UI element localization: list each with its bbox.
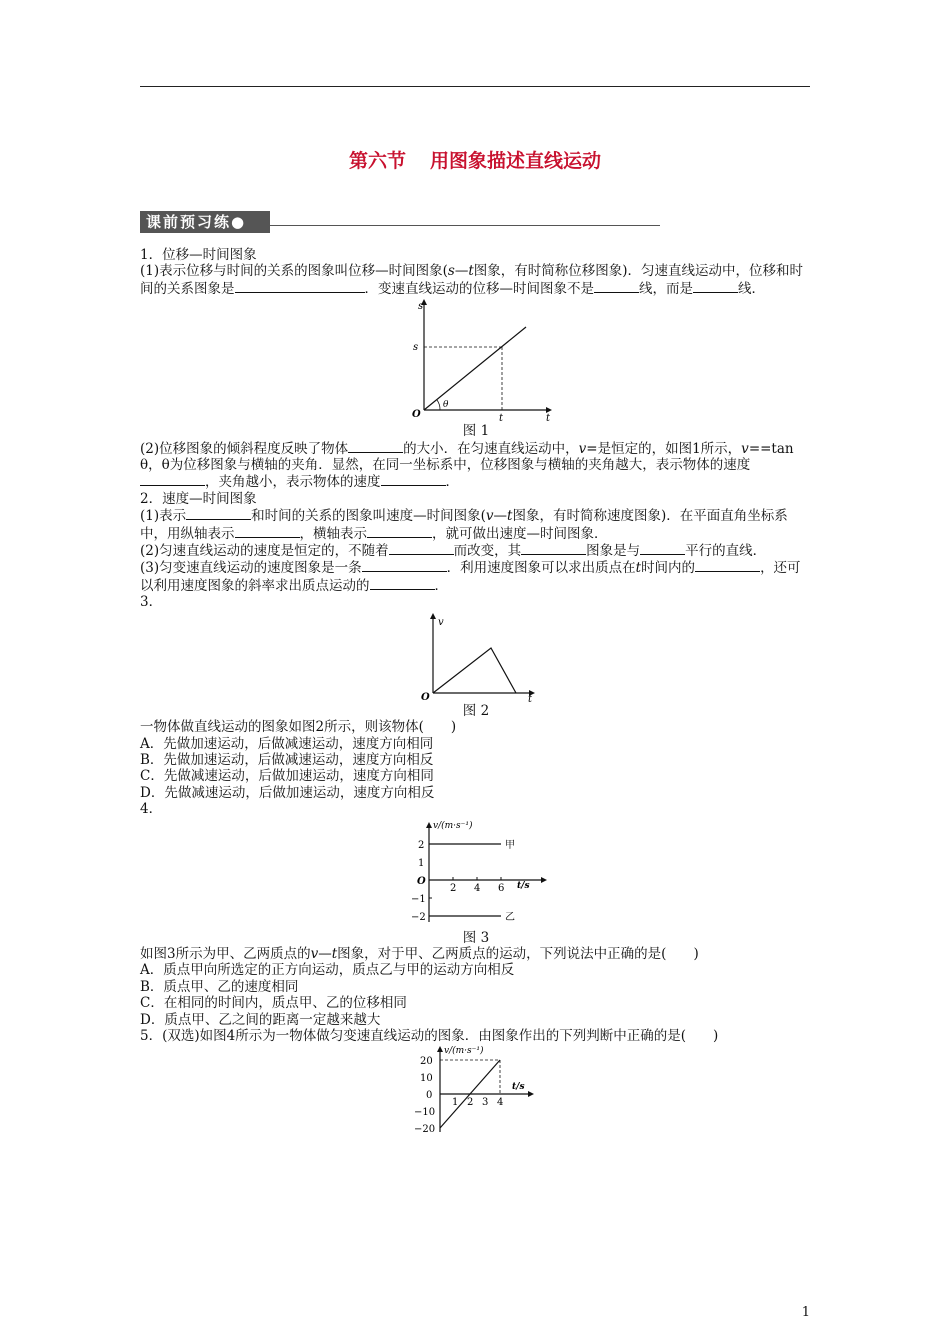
figure-2 xyxy=(140,611,812,719)
figure-1 xyxy=(140,297,812,439)
label-jia: 甲 xyxy=(505,839,515,851)
page-number: 1 xyxy=(801,1305,810,1320)
q4-option-a[interactable]: A．质点甲向所选定的正方向运动，质点乙与甲的运动方向相反 xyxy=(140,962,515,979)
y-axis-arrow xyxy=(437,1046,443,1052)
q4-number: 4． xyxy=(140,801,163,818)
q1-p2: (2)位移图象的倾斜程度反映了物体 的大小．在匀速直线运动中，v=是恒定的，如图1所示，v==tan θ，θ为位移图象与横轴的夹角．显然，在同一坐标系中，位移图象与横轴的夹角越大，表示物体的速度，夹角越小，表示物体的速度 ． xyxy=(140,440,808,491)
banner-line xyxy=(270,225,660,226)
figure-1-chart xyxy=(396,297,556,423)
y-tick-label: 2 xyxy=(418,839,425,851)
q2-p3: (3)匀变速直线运动的速度图象是一条 ．利用速度图象可以求出质点在t时间内的 ，还可以利用速度图象的斜率求出质点运动的 ． xyxy=(140,560,801,594)
y-tick-label: −10 xyxy=(414,1107,436,1119)
x-tick-label: 1 xyxy=(452,1097,459,1109)
banner-label: 课前预习练● xyxy=(140,211,270,233)
y-tick-label: −1 xyxy=(411,893,426,905)
q1-heading: 1．位移—时间图象 xyxy=(140,247,257,263)
page-title xyxy=(0,146,950,173)
angle-arc xyxy=(437,400,440,410)
x-tick-label: 6 xyxy=(498,882,505,894)
blank[interactable] xyxy=(693,280,738,293)
y-tick-label: 20 xyxy=(420,1056,433,1068)
s-t-line xyxy=(424,327,526,410)
x-axis-arrow xyxy=(528,1091,534,1097)
blank[interactable] xyxy=(348,440,403,453)
tick-x-t: t xyxy=(499,413,504,424)
figure-4-chart xyxy=(406,1044,546,1140)
q4-option-d[interactable]: D．质点甲、乙之间的距离一定越来越大 xyxy=(140,1011,381,1028)
x-tick-label: 2 xyxy=(450,882,457,894)
figure-3-chart xyxy=(391,818,561,930)
x-tick-label: 4 xyxy=(474,882,481,894)
y-axis-arrow xyxy=(426,822,432,828)
blank[interactable] xyxy=(381,473,446,486)
q4-option-b[interactable]: B．质点甲、乙的速度相同 xyxy=(140,978,299,995)
blank[interactable] xyxy=(235,280,365,293)
blank[interactable] xyxy=(362,559,447,572)
blank[interactable] xyxy=(594,280,639,293)
blank[interactable] xyxy=(521,542,586,555)
label-yi: 乙 xyxy=(505,911,515,923)
figure-3-caption: 图 3 xyxy=(462,929,490,946)
content xyxy=(140,247,812,1140)
section-name: 用图象描述直线运动 xyxy=(430,150,602,172)
axis-y-label: s xyxy=(418,301,424,313)
q5-stem: 5．(双选)如图4所示为一物体做匀变速直线运动的图象．由图象作出的下列判断中正确的是( ) xyxy=(140,1027,719,1044)
q3-stem: 一物体做直线运动的图象如图2所示，则该物体( ) xyxy=(140,719,457,736)
x-axis-arrow xyxy=(541,877,547,883)
q4-stem: 如图3所示为甲、乙两质点的v—t图象，对于甲、乙两质点的运动，下列说法中正确的是( ) xyxy=(140,945,699,962)
axis-y-label: v xyxy=(438,616,444,628)
figure-2-chart xyxy=(411,611,541,703)
axis-y-label: v/(m·s⁻¹) xyxy=(433,820,473,831)
x-tick-label: 4 xyxy=(497,1097,504,1109)
q2-p1: (1)表示 和时间的关系的图象叫速度—时间图象(v—t图象，有时简称速度图象)．在平面直角坐标系中，用纵轴表示 ，横轴表示 ，就可做出速度—时间图象． xyxy=(140,508,788,542)
axis-x-label: t xyxy=(528,693,533,703)
tick-y-s: s xyxy=(413,342,419,354)
origin-label: O xyxy=(421,691,430,703)
y-tick-label: −20 xyxy=(414,1124,436,1136)
axis-x-label: t/s xyxy=(512,1082,525,1093)
q3-option-d[interactable]: D．先做减速运动，后做加速运动，速度方向相反 xyxy=(140,784,435,801)
blank[interactable] xyxy=(367,525,432,538)
y-tick-label: 0 xyxy=(426,1090,433,1102)
q2-heading: 2．速度—时间图象 xyxy=(140,490,257,507)
blank[interactable] xyxy=(235,525,300,538)
axis-y-label: v/(m·s⁻¹) xyxy=(444,1046,484,1057)
x-tick-label: 2 xyxy=(467,1097,474,1109)
y-tick-label: −2 xyxy=(411,911,426,923)
q3-option-a[interactable]: A．先做加速运动，后做减速运动，速度方向相同 xyxy=(140,735,434,752)
blank[interactable] xyxy=(695,559,760,572)
blank[interactable] xyxy=(389,542,454,555)
y-axis-arrow xyxy=(430,613,436,619)
figure-2-caption: 图 2 xyxy=(462,702,490,719)
section-number: 第六节 xyxy=(348,150,406,172)
figure-1-caption: 图 1 xyxy=(462,423,490,440)
q4-option-c[interactable]: C．在相同的时间内，质点甲、乙的位移相同 xyxy=(140,995,407,1012)
blank[interactable] xyxy=(640,542,685,555)
axis-x-label: t/s xyxy=(517,880,530,891)
y-tick-label: 10 xyxy=(420,1073,433,1085)
blank[interactable] xyxy=(140,473,205,486)
q1-p1: (1)表示位移与时间的关系的图象叫位移—时间图象(s—t图象，有时简称位移图象)．匀速直线运动中，位移和时间的关系图象是 ．变速直线运动的位移—时间图象不是 线，而是 线． xyxy=(140,263,804,297)
q3-option-b[interactable]: B．先做加速运动，后做减速运动，速度方向相反 xyxy=(140,751,434,768)
header-rule xyxy=(140,86,810,87)
q3-number: 3． xyxy=(140,594,163,611)
origin-label: O xyxy=(417,875,426,887)
q2-p2: (2)匀速直线运动的速度是恒定的，不随着 而改变，其 图象是与 平行的直线． xyxy=(140,543,767,560)
q3-option-c[interactable]: C．先做减速运动，后做加速运动，速度方向相同 xyxy=(140,768,434,785)
origin-label: O xyxy=(412,409,421,421)
figure-3 xyxy=(140,818,812,946)
x-tick-label: 3 xyxy=(482,1097,489,1109)
v-t-line xyxy=(433,648,516,693)
blank[interactable] xyxy=(186,507,251,520)
y-tick-label: 1 xyxy=(418,857,425,869)
axis-x-label: t xyxy=(546,413,551,424)
figure-4 xyxy=(140,1044,812,1140)
blank[interactable] xyxy=(370,577,435,590)
angle-label: θ xyxy=(443,400,449,411)
